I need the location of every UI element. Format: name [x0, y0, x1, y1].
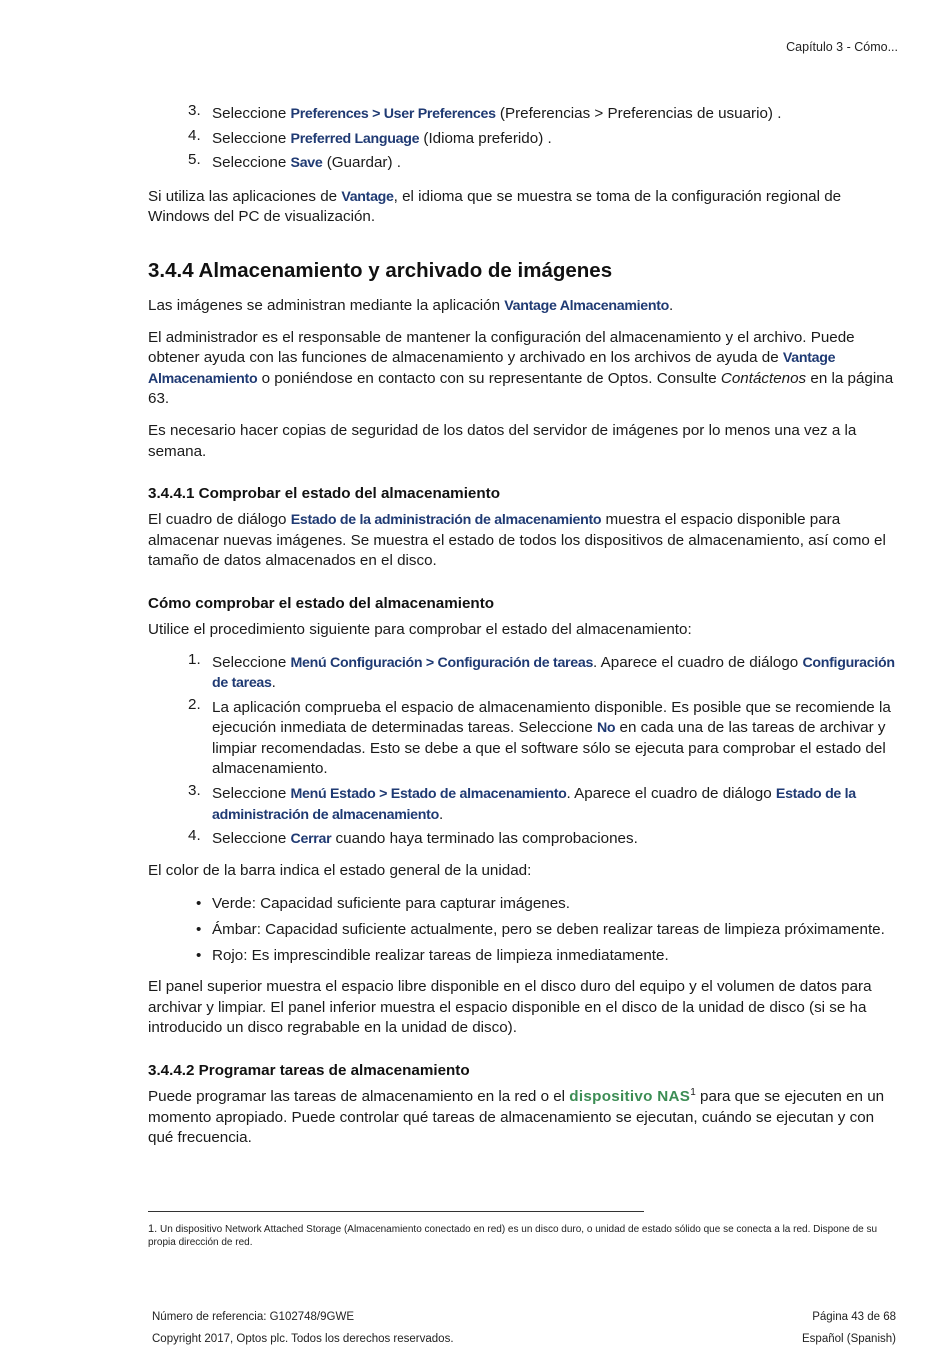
list-item: [148, 126, 896, 150]
step-number: 3.: [188, 782, 201, 800]
copyright: Copyright 2017, Optos plc. Todos los derechos reservados.: [152, 1333, 454, 1345]
list-item: [148, 104, 896, 125]
step-number: 1.: [188, 650, 201, 668]
footnote-text: Un dispositivo Network Attached Storage (Almacenamiento conectado en red) es un disco duro, o unidad de estado sólido que se conecta a la red. Dispone de su propia dirección de red.: [148, 1224, 878, 1248]
text: El cuadro de diálogo: [148, 511, 291, 529]
list-item: [148, 894, 896, 915]
paragraph: El panel superior muestra el espacio libre disponible en el disco duro del equipo y el volumen de datos para archivar y limpiar. El panel inferior muestra el espacio disponible en el disco de la unidad de disco (si se ha introducido un disco regrabable en la unidad de disco).: [148, 978, 872, 1037]
bullet-text: Verde: Capacidad suficiente para capturar imágenes.: [212, 895, 570, 913]
bullet-icon: •: [196, 921, 202, 939]
language: Español (Spanish): [802, 1333, 896, 1345]
running-head: Capítulo 3 - Cómo...: [786, 40, 898, 54]
text: o poniéndose en contacto con su representante de Optos. Consulte: [257, 369, 721, 387]
step-text: . Aparece el cuadro de diálogo: [566, 785, 776, 803]
glossary-link[interactable]: dispositivo NAS: [569, 1088, 691, 1105]
bullet-icon: •: [196, 946, 202, 964]
footnote-marker[interactable]: 1: [690, 1086, 696, 1098]
step-text: (Guardar) .: [322, 154, 401, 172]
step-text: (Preferencias > Preferencias de usuario) .: [495, 105, 782, 122]
step-text: Seleccione: [212, 129, 291, 147]
step-text: . Aparece el cuadro de diálogo: [593, 653, 803, 671]
ui-reference: Estado de la administración de almacenamiento: [212, 786, 856, 823]
step-text: .: [438, 805, 444, 823]
footer-left: [152, 1306, 454, 1350]
section-heading-3-4-4-2: 3.4.4.2 Programar tareas de almacenamiento: [148, 1062, 470, 1079]
step-number: 2.: [188, 695, 201, 713]
step-text: Seleccione: [212, 830, 291, 848]
text: .: [669, 296, 674, 314]
step-text: Seleccione: [212, 154, 291, 172]
footnote: [148, 1223, 896, 1249]
list-item: [148, 153, 896, 174]
cross-reference[interactable]: Contáctenos: [720, 369, 807, 387]
text: Puede programar las tareas de almacenamiento en la red o el: [148, 1088, 570, 1105]
ui-reference: Menú Estado > Estado de almacenamiento: [290, 786, 567, 803]
text: muestra el espacio disponible para almacenar nuevas imágenes. Se muestra el estado de todos los dispositivos de almacenamiento, así como el tamaño de datos almacenados en el disco.: [148, 511, 886, 570]
step-number: 4.: [188, 126, 201, 144]
step-number: 4.: [188, 827, 201, 845]
paragraph: [148, 1087, 896, 1149]
vantage-note: [148, 187, 896, 228]
step-text: Seleccione: [212, 105, 291, 122]
list-item: [148, 695, 896, 780]
bullet-text: Ámbar: Capacidad suficiente actualmente, pero se deben realizar tareas de limpieza próximamente.: [212, 921, 885, 939]
step-number: 5.: [188, 151, 201, 169]
text: , el idioma que se muestra se toma de la configuración regional de Windows del PC de visualización.: [148, 187, 842, 226]
list-item: [148, 920, 896, 941]
list-item: [148, 946, 896, 967]
paragraph: [148, 510, 896, 572]
step-text: en cada una de las tareas de archivar y limpiar recomendadas. Esto se debe a que el software sólo se ejecuta para comprobar el estado del almacenamiento.: [212, 719, 886, 778]
ui-reference: Cerrar: [290, 831, 332, 848]
reference-number: Número de referencia: G102748/9GWE: [152, 1311, 354, 1323]
step-text: .: [271, 674, 276, 692]
ui-reference: Vantage Almacenamiento: [148, 350, 836, 387]
text: Las imágenes se administran mediante la aplicación: [148, 296, 505, 314]
step-text: La aplicación comprueba el espacio de almacenamiento disponible. Es posible que se recomiende la ejecución inmediata de determinadas tareas. Seleccione: [212, 698, 891, 737]
footer-right: [802, 1306, 896, 1350]
text: para que se ejecuten en un momento apropiado. Puede controlar qué tareas de almacenamiento se ejecutan, cuándo se ejecutan y con qué frecuencia.: [148, 1088, 885, 1147]
list-item: [148, 784, 896, 825]
bullet-icon: •: [196, 895, 202, 913]
ui-reference: Configuración de tareas: [212, 654, 895, 692]
list-item: [148, 829, 896, 850]
footnote-divider: [148, 1211, 644, 1212]
text: El administrador es el responsable de mantener la configuración del almacenamiento y el archivo. Puede obtener ayuda con las funciones de almacenamiento y archivado en los archivos de ayuda de: [148, 328, 855, 367]
paragraph: [148, 296, 896, 317]
ui-reference: No: [596, 720, 616, 737]
ui-reference: Vantage: [341, 188, 394, 205]
steps-top-list: [148, 104, 896, 174]
procedure-steps: [148, 650, 896, 850]
step-text: (Idioma preferido) .: [419, 129, 552, 147]
section-heading-3-4-4: 3.4.4 Almacenamiento y archivado de imágenes: [148, 258, 613, 282]
procedure-intro: Utilice el procedimiento siguiente para comprobar el estado del almacenamiento:: [148, 620, 692, 638]
ui-reference: Preferences > User Preferences: [290, 106, 496, 122]
footnote-number: 1.: [148, 1223, 158, 1235]
ui-reference: Estado de la administración de almacenamiento: [290, 512, 602, 529]
page-number: Página 43 de 68: [812, 1311, 896, 1323]
text: en la página 63.: [148, 369, 894, 408]
bullet-text: Rojo: Es imprescindible realizar tareas de limpieza inmediatamente.: [212, 946, 669, 964]
page-content: [148, 104, 896, 1160]
ui-reference: Vantage Almacenamiento: [504, 297, 670, 314]
color-intro: El color de la barra indica el estado general de la unidad:: [148, 861, 532, 879]
procedure-heading: Cómo comprobar el estado del almacenamiento: [148, 594, 495, 612]
ui-reference: Menú Configuración > Configuración de tareas: [290, 654, 594, 671]
text: Si utiliza las aplicaciones de: [148, 187, 342, 205]
status-color-list: [148, 894, 896, 966]
step-text: Seleccione: [212, 653, 291, 671]
paragraph: [148, 328, 896, 410]
step-text: Seleccione: [212, 785, 291, 803]
ui-reference: Save: [290, 155, 323, 172]
list-item: [148, 650, 896, 694]
section-heading-3-4-4-1: 3.4.4.1 Comprobar el estado del almacenamiento: [148, 485, 500, 503]
ui-reference: Preferred Language: [290, 130, 420, 147]
step-number: 3.: [188, 102, 201, 119]
paragraph: Es necesario hacer copias de seguridad de los datos del servidor de imágenes por lo menos una vez a la semana.: [148, 421, 857, 460]
step-text: cuando haya terminado las comprobaciones.: [331, 830, 638, 848]
